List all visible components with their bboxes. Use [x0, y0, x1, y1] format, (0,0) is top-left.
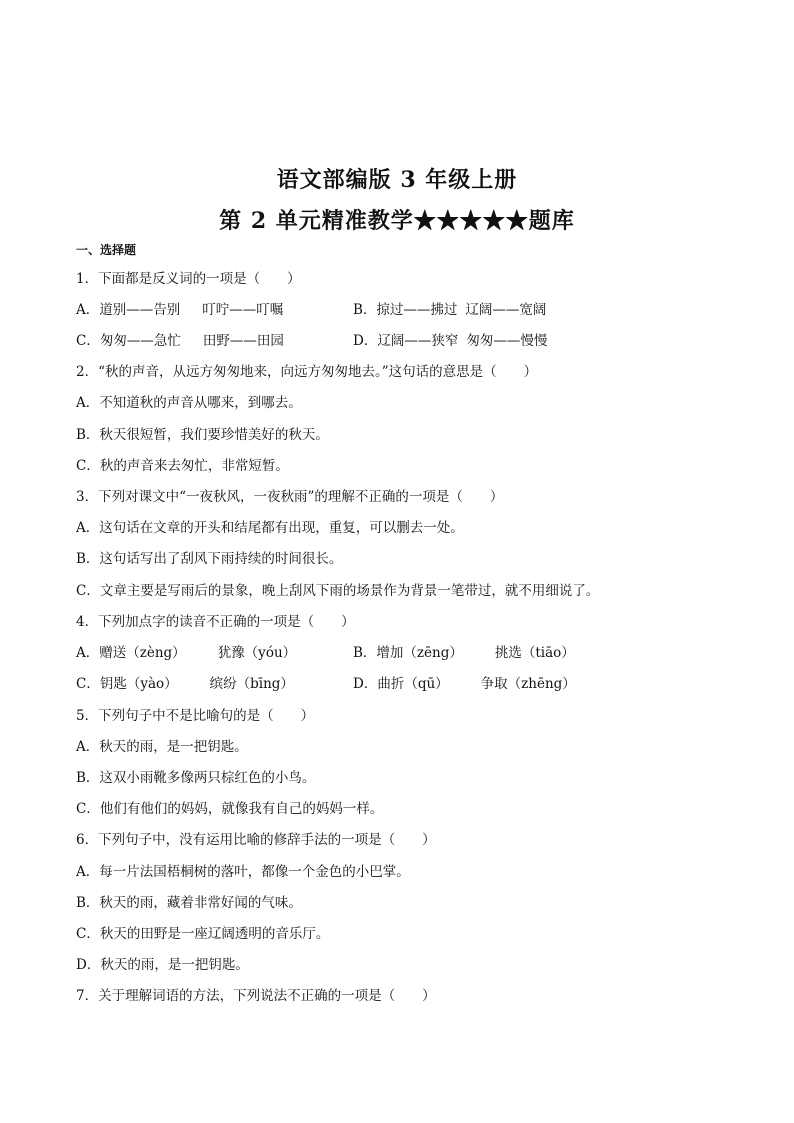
q6-option-b: B．秋天的雨，藏着非常好闻的气味。 [76, 895, 302, 911]
q2-option-c: C．秋的声音来去匆忙，非常短暂。 [76, 458, 289, 474]
question-6: 6．下列句子中，没有运用比喻的修辞手法的一项是（ ） [76, 832, 436, 848]
q4-option-c: C．钥匙（yào） 缤纷（bīng） [76, 676, 294, 692]
q5-option-a: A．秋天的雨，是一把钥匙。 [76, 739, 248, 755]
document-subtitle: 第 2 单元精准教学★★★★★题库 [219, 208, 575, 234]
q1-option-c: C．匆匆——急忙 田野——田园 [76, 333, 284, 349]
q2-option-a: A．不知道秋的声音从哪来，到哪去。 [76, 395, 302, 411]
q3-option-b: B．这句话写出了刮风下雨持续的时间很长。 [76, 551, 343, 567]
q3-option-a: A．这句话在文章的开头和结尾都有出现，重复，可以删去一处。 [76, 520, 464, 536]
q6-option-c: C．秋天的田野是一座辽阔透明的音乐厅。 [76, 926, 330, 942]
question-5: 5．下列句子中不是比喻句的是（ ） [76, 708, 315, 724]
question-3: 3．下列对课文中“一夜秋风，一夜秋雨”的理解不正确的一项是（ ） [76, 489, 504, 505]
section-heading: 一、选择题 [76, 243, 137, 257]
q4-option-d: D．曲折（qū） 争取（zhēng） [353, 676, 576, 692]
question-7: 7．关于理解词语的方法，下列说法不正确的一项是（ ） [76, 988, 436, 1004]
q1-option-a: A．道别——告别 叮咛——叮嘱 [76, 302, 284, 318]
q6-option-a: A．每一片法国梧桐树的落叶，都像一个金色的小巴掌。 [76, 864, 410, 880]
q6-option-d: D．秋天的雨，是一把钥匙。 [76, 957, 249, 973]
q2-option-b: B．秋天很短暂，我们要珍惜美好的秋天。 [76, 427, 329, 443]
q5-option-c: C．他们有他们的妈妈，就像我有自己的妈妈一样。 [76, 801, 384, 817]
q3-option-c: C．文章主要是写雨后的景象，晚上刮风下雨的场景作为背景一笔带过，就不用细说了。 [76, 583, 600, 599]
question-2: 2．“秋的声音，从远方匆匆地来，向远方匆匆地去。”这句话的意思是（ ） [76, 364, 538, 380]
q4-option-b: B．增加（zēng） 挑选（tiāo） [353, 645, 575, 661]
q1-option-b: B．掠过——拂过 辽阔——宽阔 [353, 302, 547, 318]
q1-option-d: D．辽阔——狭窄 匆匆——慢慢 [353, 333, 548, 349]
document-title: 语文部编版 3 年级上册 [276, 167, 518, 193]
question-1: 1．下面都是反义词的一项是（ ） [76, 271, 301, 287]
question-4: 4．下列加点字的读音不正确的一项是（ ） [76, 614, 355, 630]
q4-option-a: A．赠送（zèng） 犹豫（yóu） [76, 645, 297, 661]
q5-option-b: B．这双小雨靴多像两只棕红色的小鸟。 [76, 770, 316, 786]
